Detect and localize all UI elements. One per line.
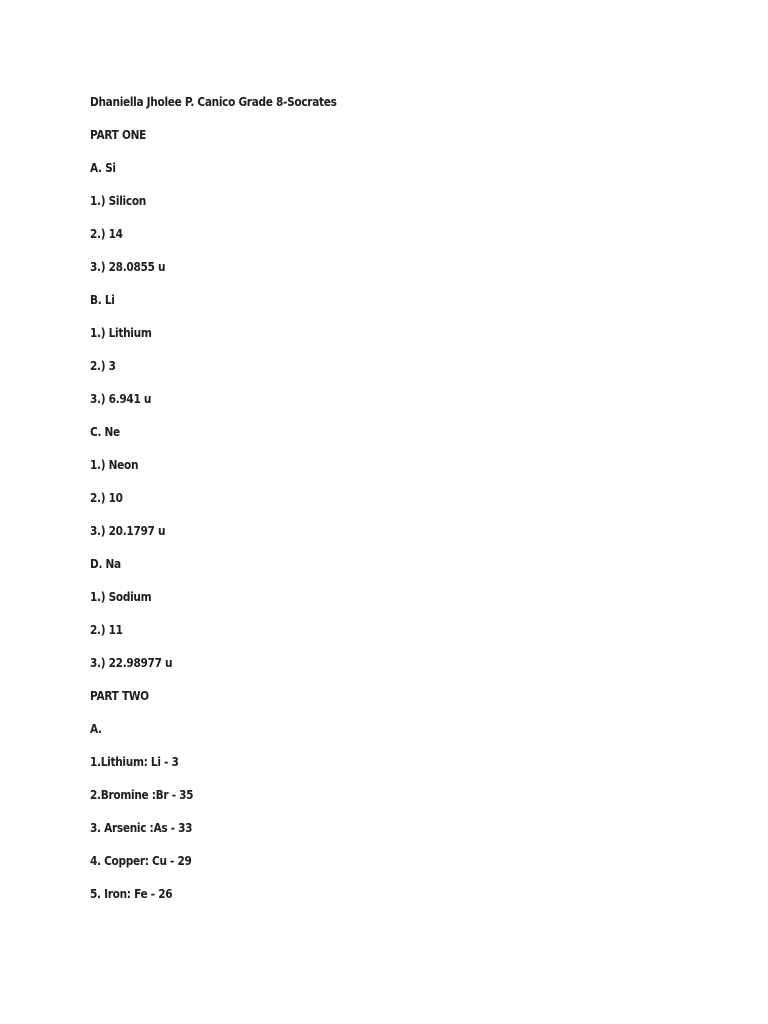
answer-line: 1.) Neon: [90, 458, 139, 472]
answer-line: 3.) 28.0855 u: [90, 260, 166, 274]
item-heading-a: A. Si: [90, 161, 116, 175]
item-heading-d: D. Na: [90, 557, 121, 571]
element-line: 3. Arsenic :As - 33: [90, 821, 193, 835]
answer-line: 1.) Lithium: [90, 326, 152, 340]
answer-line: 3.) 20.1797 u: [90, 524, 166, 538]
element-line: 2.Bromine :Br - 35: [90, 788, 194, 802]
section-heading-part-one: PART ONE: [90, 128, 147, 142]
section-heading-part-two: PART TWO: [90, 689, 149, 703]
element-line: 4. Copper: Cu - 29: [90, 854, 192, 868]
item-heading-c: C. Ne: [90, 425, 120, 439]
author-line: Dhaniella Jholee P. Canico Grade 8-Socrates: [90, 95, 337, 109]
answer-line: 2.) 14: [90, 227, 123, 241]
answer-line: 2.) 11: [90, 623, 123, 637]
answer-line: 3.) 22.98977 u: [90, 656, 173, 670]
item-heading-b: B. Li: [90, 293, 115, 307]
answer-line: 1.) Sodium: [90, 590, 152, 604]
answer-line: 1.) Silicon: [90, 194, 146, 208]
element-line: 5. Iron: Fe - 26: [90, 887, 173, 901]
answer-line: 3.) 6.941 u: [90, 392, 152, 406]
answer-line: 2.) 10: [90, 491, 123, 505]
document-body: [90, 94, 370, 919]
element-line: 1.Lithium: Li - 3: [90, 755, 179, 769]
answer-line: 2.) 3: [90, 359, 116, 373]
item-heading-a: A.: [90, 722, 102, 736]
